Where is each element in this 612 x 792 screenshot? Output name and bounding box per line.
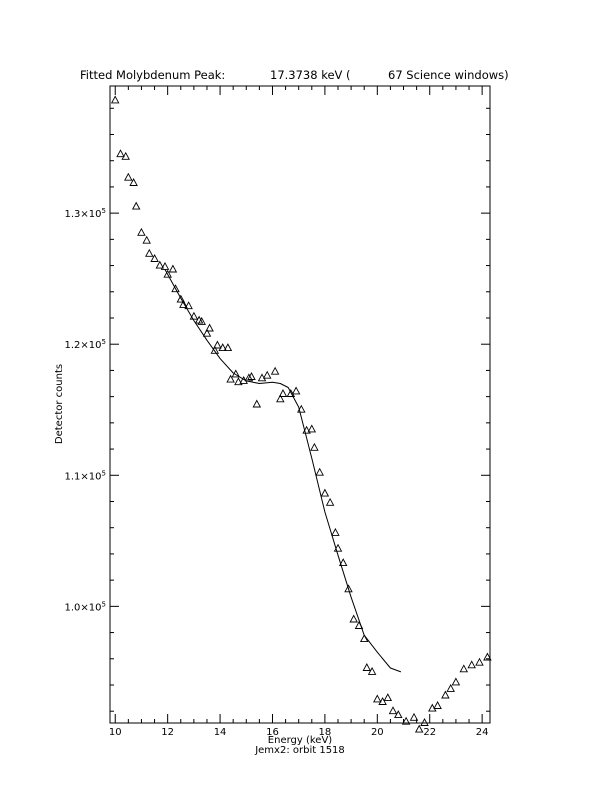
y-axis-label: Detector counts: [54, 363, 65, 445]
x-tick-label: 22: [423, 727, 437, 738]
chart-title-part-2: 17.3738 keV (: [270, 68, 351, 82]
data-point: [442, 692, 449, 699]
fit-line-layer: [165, 270, 401, 672]
data-point: [452, 678, 459, 685]
data-point: [125, 174, 132, 181]
data-point: [374, 695, 381, 702]
x-tick-label: 18: [318, 727, 332, 738]
data-point: [272, 368, 279, 375]
chart-title-part-1: Fitted Molybdenum Peak:: [80, 68, 226, 82]
x-tick-label: 10: [108, 727, 122, 738]
y-tick-label: $1.2\times 10^5$: [64, 338, 106, 352]
data-point: [169, 266, 176, 273]
y-axis: [65, 108, 490, 711]
x-tick-label: 16: [266, 727, 279, 738]
x-tick-label: 14: [213, 727, 227, 738]
plot-frame: [110, 86, 490, 723]
x-tick-label: 20: [370, 727, 384, 738]
data-point: [143, 237, 150, 244]
x-axis-sublabel: Jemx2: orbit 1518: [255, 745, 345, 756]
x-axis-label: Energy (keV): [267, 735, 333, 746]
data-point: [421, 719, 428, 726]
data-point: [133, 203, 140, 210]
data-point: [138, 229, 145, 236]
fit-line: [165, 270, 401, 672]
data-point: [311, 444, 318, 451]
data-points-layer: [112, 96, 491, 732]
data-point: [363, 664, 370, 671]
data-point: [253, 401, 260, 408]
data-point: [112, 96, 119, 103]
data-point: [146, 250, 153, 256]
data-point: [350, 616, 357, 623]
data-point: [327, 499, 334, 506]
data-point: [321, 490, 328, 497]
data-point: [468, 661, 475, 668]
data-point: [264, 372, 271, 379]
x-tick-label: 12: [161, 727, 175, 738]
chart-title-part-3: 67 Science windows): [388, 68, 509, 82]
data-point: [390, 707, 397, 714]
data-point: [117, 150, 124, 157]
data-point: [316, 469, 323, 476]
y-tick-label: $1.1\times 10^5$: [64, 469, 106, 483]
data-point: [293, 387, 300, 394]
y-tick-label: $1.0\times 10^5$: [64, 600, 106, 614]
data-point: [416, 726, 423, 733]
data-point: [447, 685, 454, 692]
data-point: [384, 694, 391, 701]
y-tick-label: $1.3\times 10^5$: [64, 207, 106, 221]
data-point: [460, 665, 467, 672]
data-point: [332, 529, 339, 536]
data-point: [476, 659, 483, 666]
data-point: [434, 702, 441, 709]
x-tick-label: 24: [475, 727, 489, 738]
